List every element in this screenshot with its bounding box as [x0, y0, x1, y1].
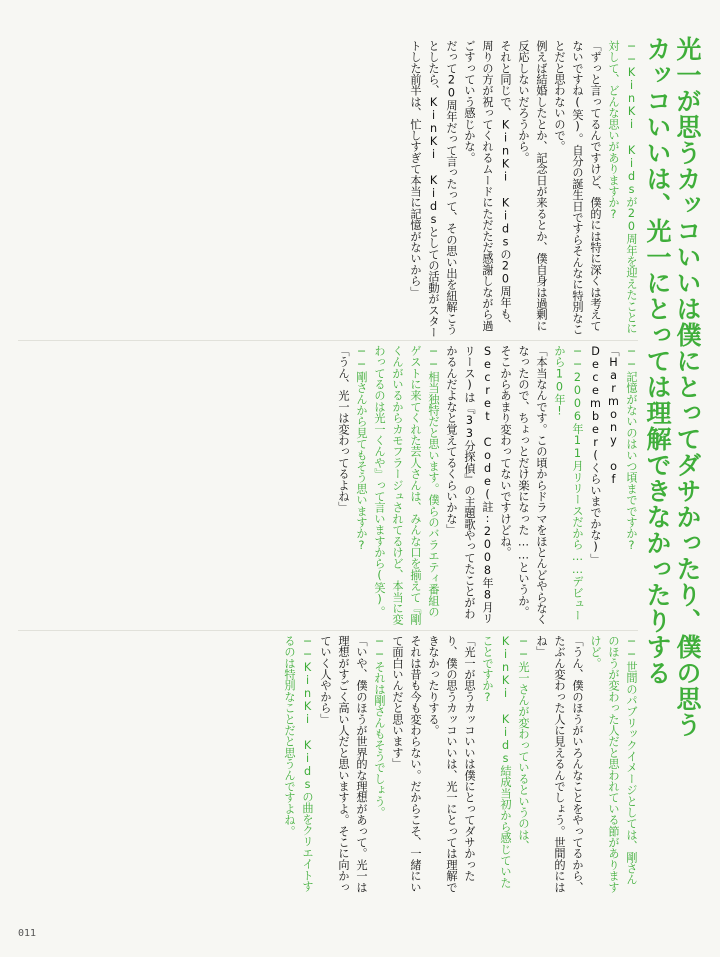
interview-question: ──KinKi Kidsの曲をクリエイトするのは特別なことだと思うんですよね。: [283, 635, 314, 892]
interview-question: ──2006年11月リリースだから……デビューから10年!: [553, 345, 584, 621]
interview-question: ──光一さんが変わっているというのは、KinKi Kids結成当初から感じていたことですか?: [481, 635, 530, 889]
interview-question: ──相当独特だと思います。僕らのバラエティ番組のゲストに来てくれた芸人さんは、みんな口を揃えて『剛くんがいるからカモフラージュされてるけど、本当に変わってるのは光一くんや』って言いますから(笑)。: [373, 345, 440, 625]
article-tier-1: [0, 40, 640, 340]
interview-answer: 「うん、光一は変わってるよね」: [337, 345, 350, 513]
interview-answer: 「本当なんです。この頃からドラマをほとんどやらなくなったので、ちょっとだけ楽になった……というか。そこからあまり変わってないですけどね。: [499, 345, 548, 625]
tier-divider: [18, 340, 638, 341]
interview-answer: 「うん、僕のほうがいろんなことをやってるから、たぶん変わった人に見えるんでしょう。世間的にはね」: [535, 635, 584, 893]
interview-answer: それは昔も今も変わらない。だからこそ、一緒にいて面白いんだと思います」: [391, 635, 422, 893]
interview-answer: 例えば結婚したとか、記念日が来るとか、僕自身は過剰に反応しないだろうから。: [517, 40, 548, 332]
interview-question: ──剛さんから見てもそう思いますか?: [355, 345, 368, 552]
interview-answer: それと同じで、KinKi Kidsの20周年も、周りの方が祝ってくれるムードにただただ感謝しながら過ごすっていう感じかな。: [463, 40, 512, 332]
interview-answer: 「光一が思うカッコいいは僕にとってダサかったり、僕の思うカッコいいは、光一にとっては理解できなかったりする。: [427, 635, 476, 893]
tier-divider: [18, 630, 638, 631]
page-number: 011: [18, 928, 37, 939]
interview-question: ──記憶がないのはいつ頃までですか?: [625, 345, 638, 552]
interview-answer: 「ずっと言ってるんですけど、僕的には特に深くは考えてないですね(笑)。自分の誕生日ですらそんなに特別なことだと思わないので。: [553, 40, 602, 335]
interview-answer: 「Harmony of December(くらいまでかな)」: [589, 345, 620, 565]
interview-answer: 「いや、僕のほうが世界的な理想があって。光一は理想がすごく高い人だと思いますよ。そこに向かっていく人やから」: [319, 635, 368, 893]
article-tier-2: [0, 345, 640, 625]
interview-question: ──世間のパブリックイメージとしては、剛さんのほうが変わった人だと思われている節がありますけど。: [589, 635, 638, 893]
interview-answer: だって20周年だって言ったって、その思い出を紐解こうとしたら、KinKi Kidsとしての活動がスタートした前半は、忙しすぎて本当に記憶がないから」: [409, 40, 458, 338]
article-tier-3: [0, 635, 640, 895]
interview-answer: Secret Code(註:2008年8月リリース)は『33分探偵』の主題歌やってたことがわかるんだよなと覚えてるくらいかな」: [445, 345, 494, 624]
interview-question: ──それは剛さんもそうでしょう。: [373, 635, 386, 818]
interview-question: ──KinKi Kidsが20周年を迎えたことに対して、どんな思いがありますか?: [607, 40, 638, 334]
headline: 光一が思うカッコいいは僕にとってダサかったり、僕の思うカッコいいは、光一にとっては理解できなかったりする: [643, 36, 702, 738]
